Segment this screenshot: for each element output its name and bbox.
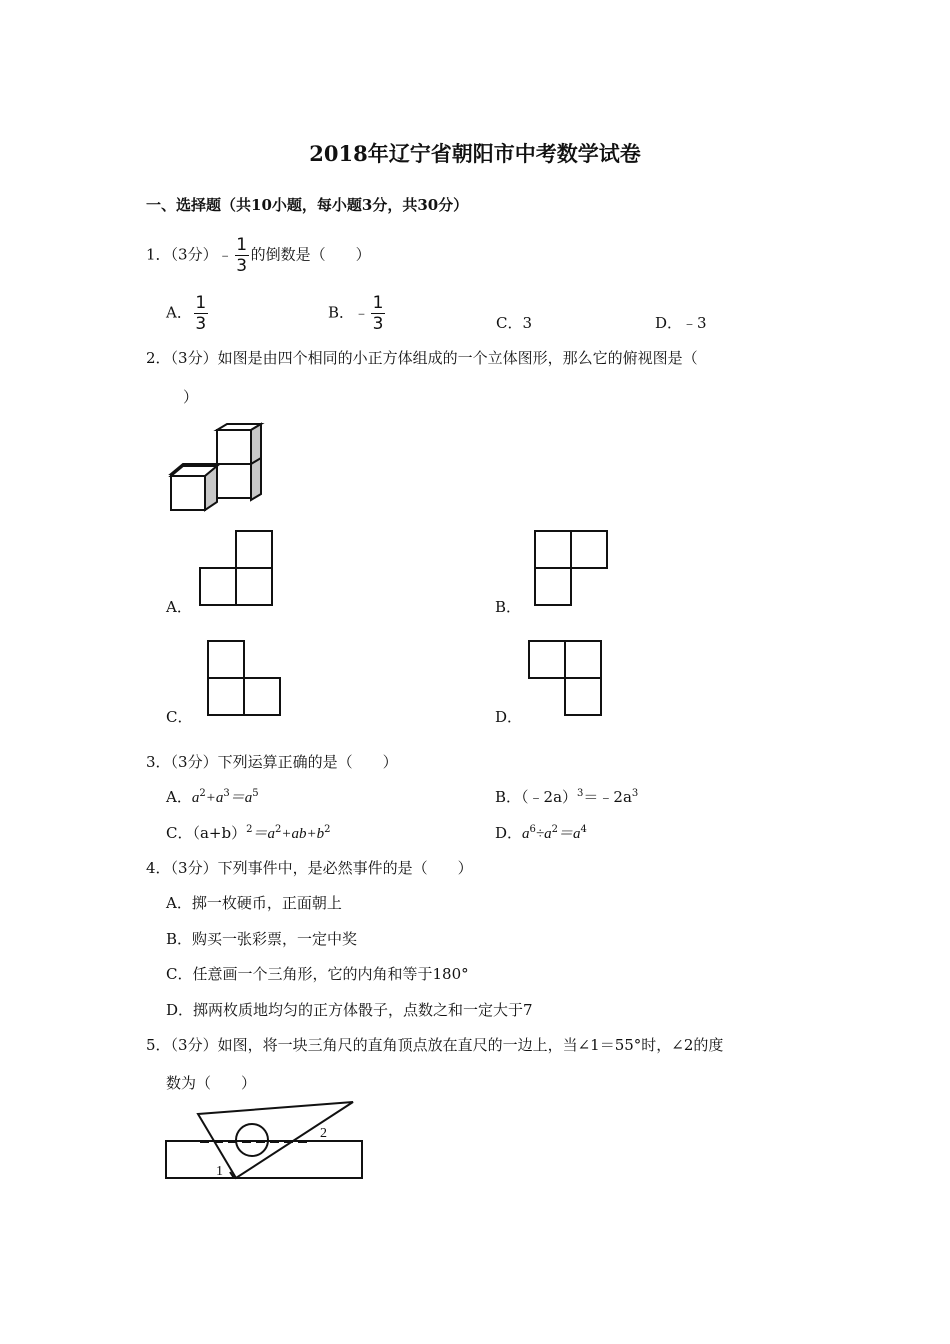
question-5: 5．（3分）如图，将一块三角尺的直角顶点放在直尺的一边上，当∠1＝55°时，∠2的度 [146, 1036, 724, 1054]
option-2a-label: A． [166, 598, 192, 616]
question-text: 的倒数是（ ） [250, 245, 371, 264]
option-2a-figure [198, 529, 276, 607]
exponent: 2 [246, 824, 253, 835]
section-heading: 一、选择题（共10小题，每小题3分，共30分） [146, 196, 469, 214]
cube-solid-figure [165, 418, 265, 514]
exponent: 2 [199, 788, 206, 799]
minus-sign: ﹣ [354, 303, 370, 322]
option-4c: C．任意画一个三角形，它的内角和等于180° [166, 965, 469, 983]
exponent: 3 [223, 788, 230, 799]
option-label: B． [495, 788, 522, 806]
term: ＝a [558, 826, 581, 842]
angle-1-label: 1 [216, 1164, 223, 1179]
option-3d [495, 822, 587, 843]
question-4: 4．（3分）下列事件中，是必然事件的是（ ） [146, 859, 473, 877]
option-label: A． [166, 788, 192, 806]
option-label: D． [495, 824, 523, 842]
exponent: 4 [580, 824, 587, 835]
exponent: 6 [529, 824, 536, 835]
question-number: 1． [146, 245, 171, 264]
option-2b-figure [533, 529, 611, 607]
page-title: 2018年辽宁省朝阳市中考数学试卷 [309, 141, 641, 166]
question-3: 3．（3分）下列运算正确的是（ ） [146, 753, 398, 771]
option-label: A． [166, 303, 192, 322]
question-2: 2．（3分）如图是由四个相同的小正方体组成的一个立体图形，那么它的俯视图是（ [146, 349, 698, 367]
exponent: 3 [577, 788, 584, 799]
term: +a [205, 790, 224, 806]
question-1 [146, 236, 371, 275]
term: ÷a [535, 826, 552, 842]
fraction-numerator: 1 [236, 235, 248, 255]
fraction-numerator: 1 [372, 293, 384, 313]
option-2d-figure [527, 639, 605, 717]
ruler-triangle-figure [160, 1096, 370, 1186]
fraction [194, 294, 208, 333]
option-2c-figure [206, 639, 284, 717]
option-2d-label: D． [495, 708, 523, 726]
fraction [371, 294, 385, 333]
term: （a+b） [192, 824, 247, 842]
term: ＝a [229, 790, 253, 806]
fraction [235, 236, 249, 275]
fraction-numerator: 1 [195, 293, 207, 313]
exponent: 3 [631, 788, 639, 799]
term: ＝﹣2a [583, 788, 632, 806]
question-2-continuation: ） [183, 388, 199, 406]
option-4d: D．掷两枚质地均匀的正方体骰子，点数之和一定大于7 [166, 1001, 533, 1019]
term: （﹣2a） [521, 788, 578, 806]
option-1c: C．3 [496, 314, 533, 332]
option-4b: B．购买一张彩票，一定中奖 [166, 930, 358, 948]
fraction-denominator: 3 [372, 314, 384, 334]
option-1d: D．﹣3 [655, 314, 707, 332]
question-score: （3分） [170, 245, 218, 264]
term: a [522, 826, 530, 842]
option-3a [166, 786, 259, 807]
option-4a: A．掷一枚硬币，正面朝上 [166, 894, 342, 912]
exponent: 2 [551, 824, 559, 835]
option-label: C． [166, 824, 193, 842]
fraction-denominator: 3 [236, 256, 248, 276]
exponent: 2 [275, 824, 282, 835]
question-5-continuation: 数为（ ） [166, 1074, 257, 1092]
term: +ab+b [281, 826, 325, 842]
option-3b [495, 786, 638, 807]
option-1b [328, 294, 387, 333]
minus-sign: ﹣ [217, 245, 233, 264]
option-label: B． [328, 303, 355, 322]
fraction-denominator: 3 [195, 314, 207, 334]
option-3c [166, 822, 331, 843]
option-2c-label: C． [166, 708, 193, 726]
option-1a [166, 294, 210, 333]
option-2b-label: B． [495, 598, 522, 616]
term: a [191, 790, 200, 806]
angle-2-label: 2 [320, 1126, 327, 1141]
exponent: 5 [252, 788, 259, 799]
term: ＝a [252, 826, 275, 842]
exponent: 2 [324, 824, 331, 835]
